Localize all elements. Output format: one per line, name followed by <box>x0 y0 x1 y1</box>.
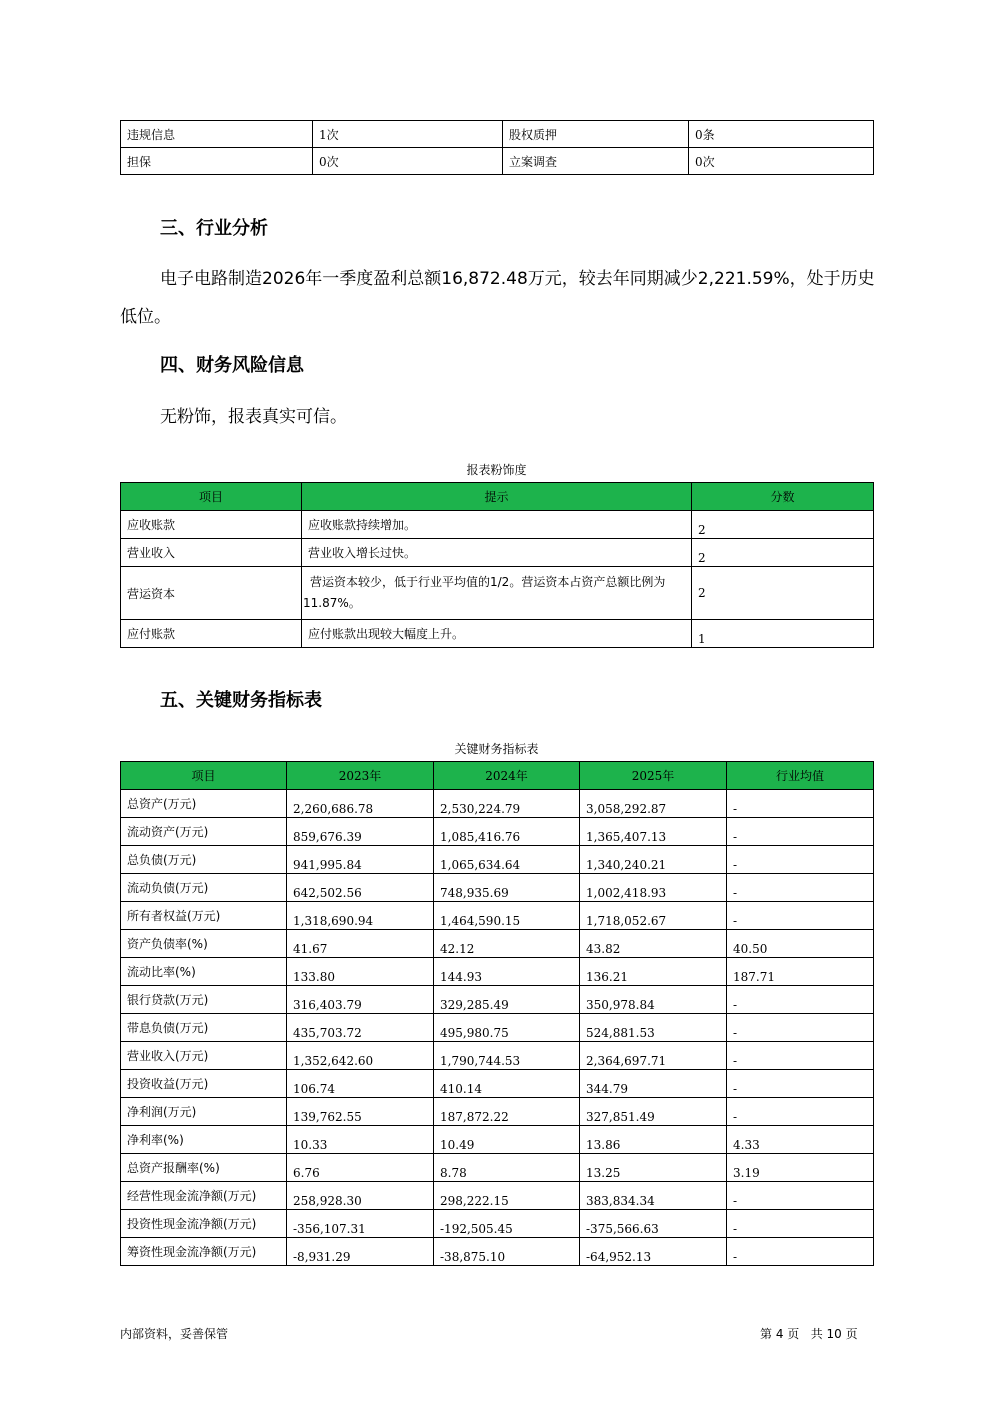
info-label: 违规信息 <box>121 121 313 148</box>
indicator-value-cell: 3.19 <box>727 1154 874 1182</box>
indicator-value-cell: 1,318,690.94 <box>287 902 434 930</box>
industry-paragraph-line1: 电子电路制造2026年一季度盈利总额16,872.48万元，较去年同期减少2,221.59%，处于历史 <box>160 269 875 289</box>
indicator-value-cell: -192,505.45 <box>434 1210 580 1238</box>
indicator-name-cell: 总资产报酬率(%) <box>121 1154 287 1182</box>
indicator-name-cell: 投资收益(万元) <box>121 1070 287 1098</box>
section-heading-key-indicators: 五、关键财务指标表 <box>160 690 322 711</box>
column-header: 提示 <box>302 483 692 511</box>
indicator-name-cell: 流动负债(万元) <box>121 874 287 902</box>
column-header: 项目 <box>121 483 302 511</box>
column-header: 行业均值 <box>727 762 874 790</box>
indicator-value-cell: 133.80 <box>287 958 434 986</box>
table-row <box>121 1238 874 1266</box>
hint-cell: 应付账款出现较大幅度上升。 <box>302 620 692 648</box>
score-cell: 1 <box>692 620 874 648</box>
indicator-name-cell: 总负债(万元) <box>121 846 287 874</box>
key-table-caption: 关键财务指标表 <box>454 742 539 756</box>
indicator-value-cell: -38,875.10 <box>434 1238 580 1266</box>
indicator-value-cell: - <box>727 1042 874 1070</box>
table-row <box>121 1098 874 1126</box>
table-row <box>121 818 874 846</box>
indicator-name-cell: 净利率(%) <box>121 1126 287 1154</box>
indicator-name-cell: 流动比率(%) <box>121 958 287 986</box>
indicator-value-cell: 10.33 <box>287 1126 434 1154</box>
indicator-value-cell: 42.12 <box>434 930 580 958</box>
hint-cell: 营业收入增长过快。 <box>302 539 692 567</box>
table-row <box>121 790 874 818</box>
indicator-value-cell: 524,881.53 <box>580 1014 727 1042</box>
indicator-value-cell: 187.71 <box>727 958 874 986</box>
indicator-name-cell: 带息负债(万元) <box>121 1014 287 1042</box>
table-row <box>121 539 874 567</box>
financial-risk-paragraph: 无粉饰，报表真实可信。 <box>160 407 347 427</box>
risk-info-table <box>120 120 874 175</box>
indicator-value-cell: - <box>727 1238 874 1266</box>
indicator-value-cell: 13.25 <box>580 1154 727 1182</box>
column-header: 2024年 <box>434 762 580 790</box>
indicator-value-cell: 136.21 <box>580 958 727 986</box>
indicator-value-cell: 383,834.34 <box>580 1182 727 1210</box>
table-row <box>121 1126 874 1154</box>
indicator-value-cell: 495,980.75 <box>434 1014 580 1042</box>
indicator-value-cell: 941,995.84 <box>287 846 434 874</box>
indicator-name-cell: 所有者权益(万元) <box>121 902 287 930</box>
indicator-value-cell: 327,851.49 <box>580 1098 727 1126</box>
indicator-value-cell: 6.76 <box>287 1154 434 1182</box>
item-cell: 营运资本 <box>121 567 302 620</box>
table-row <box>121 1154 874 1182</box>
item-cell: 应收账款 <box>121 511 302 539</box>
indicator-value-cell: - <box>727 818 874 846</box>
indicator-value-cell: 41.67 <box>287 930 434 958</box>
table-header-row <box>121 762 874 790</box>
indicator-value-cell: 139,762.55 <box>287 1098 434 1126</box>
indicator-name-cell: 净利润(万元) <box>121 1098 287 1126</box>
table-row <box>121 567 874 620</box>
indicator-name-cell: 投资性现金流净额(万元) <box>121 1210 287 1238</box>
whitewash-table <box>120 482 874 648</box>
indicator-value-cell: 2,530,224.79 <box>434 790 580 818</box>
table-row <box>121 986 874 1014</box>
column-header: 2025年 <box>580 762 727 790</box>
key-table-body <box>121 790 874 1266</box>
column-header: 项目 <box>121 762 287 790</box>
table-row <box>121 148 874 175</box>
indicator-value-cell: 3,058,292.87 <box>580 790 727 818</box>
indicator-value-cell: 2,260,686.78 <box>287 790 434 818</box>
indicator-value-cell: 316,403.79 <box>287 986 434 1014</box>
score-cell: 2 <box>692 567 874 620</box>
indicator-value-cell: -356,107.31 <box>287 1210 434 1238</box>
info-label: 立案调查 <box>503 148 689 175</box>
indicator-value-cell: - <box>727 902 874 930</box>
table-header-row <box>121 483 874 511</box>
indicator-value-cell: 350,978.84 <box>580 986 727 1014</box>
table-row <box>121 1042 874 1070</box>
indicator-value-cell: 40.50 <box>727 930 874 958</box>
indicator-value-cell: 410.14 <box>434 1070 580 1098</box>
indicator-name-cell: 营业收入(万元) <box>121 1042 287 1070</box>
footer-page-number: 第 4 页 共 10 页 <box>760 1327 858 1341</box>
indicator-value-cell: 10.49 <box>434 1126 580 1154</box>
indicator-value-cell: 2,364,697.71 <box>580 1042 727 1070</box>
indicator-name-cell: 流动资产(万元) <box>121 818 287 846</box>
indicator-value-cell: -64,952.13 <box>580 1238 727 1266</box>
industry-paragraph-line2: 低位。 <box>120 307 171 327</box>
score-cell: 2 <box>692 511 874 539</box>
indicator-value-cell: 1,718,052.67 <box>580 902 727 930</box>
indicator-name-cell: 银行贷款(万元) <box>121 986 287 1014</box>
info-label: 担保 <box>121 148 313 175</box>
indicator-value-cell: 435,703.72 <box>287 1014 434 1042</box>
table-row <box>121 902 874 930</box>
indicator-value-cell: 106.74 <box>287 1070 434 1098</box>
indicator-value-cell: 258,928.30 <box>287 1182 434 1210</box>
indicator-value-cell: - <box>727 1014 874 1042</box>
footer-confidential-note: 内部资料，妥善保管 <box>120 1327 229 1341</box>
indicator-value-cell: 1,790,744.53 <box>434 1042 580 1070</box>
indicator-value-cell: 298,222.15 <box>434 1182 580 1210</box>
indicator-value-cell: - <box>727 1070 874 1098</box>
table-row <box>121 1014 874 1042</box>
hint-cell: 应收账款持续增加。 <box>302 511 692 539</box>
table-row <box>121 846 874 874</box>
whitewash-table-caption: 报表粉饰度 <box>466 463 527 477</box>
indicator-value-cell: 1,065,634.64 <box>434 846 580 874</box>
info-value: 0次 <box>689 148 874 175</box>
indicator-value-cell: 1,340,240.21 <box>580 846 727 874</box>
indicator-value-cell: - <box>727 1182 874 1210</box>
indicator-name-cell: 筹资性现金流净额(万元) <box>121 1238 287 1266</box>
indicator-value-cell: 1,352,642.60 <box>287 1042 434 1070</box>
indicator-value-cell: 344.79 <box>580 1070 727 1098</box>
indicator-value-cell: 8.78 <box>434 1154 580 1182</box>
indicator-value-cell: 1,085,416.76 <box>434 818 580 846</box>
item-cell: 营业收入 <box>121 539 302 567</box>
indicator-value-cell: 13.86 <box>580 1126 727 1154</box>
indicator-name-cell: 经营性现金流净额(万元) <box>121 1182 287 1210</box>
section-heading-industry-analysis: 三、行业分析 <box>160 218 268 239</box>
table-row <box>121 620 874 648</box>
indicator-value-cell: 1,365,407.13 <box>580 818 727 846</box>
indicator-value-cell: - <box>727 874 874 902</box>
indicator-value-cell: 859,676.39 <box>287 818 434 846</box>
table-row <box>121 1182 874 1210</box>
info-value: 1次 <box>313 121 503 148</box>
table-row <box>121 874 874 902</box>
indicator-value-cell: -375,566.63 <box>580 1210 727 1238</box>
indicator-value-cell: 642,502.56 <box>287 874 434 902</box>
score-cell: 2 <box>692 539 874 567</box>
table-row <box>121 121 874 148</box>
section-heading-financial-risk: 四、财务风险信息 <box>160 355 304 376</box>
column-header: 分数 <box>692 483 874 511</box>
indicator-value-cell: 43.82 <box>580 930 727 958</box>
indicator-value-cell: 187,872.22 <box>434 1098 580 1126</box>
indicator-value-cell: 1,464,590.15 <box>434 902 580 930</box>
indicator-value-cell: 4.33 <box>727 1126 874 1154</box>
indicator-value-cell: 144.93 <box>434 958 580 986</box>
indicator-value-cell: - <box>727 1098 874 1126</box>
indicator-value-cell: - <box>727 846 874 874</box>
info-label: 股权质押 <box>503 121 689 148</box>
key-financial-table <box>120 761 874 1266</box>
table-row <box>121 958 874 986</box>
indicator-name-cell: 资产负债率(%) <box>121 930 287 958</box>
indicator-value-cell: 1,002,418.93 <box>580 874 727 902</box>
indicator-value-cell: - <box>727 986 874 1014</box>
indicator-value-cell: 329,285.49 <box>434 986 580 1014</box>
indicator-value-cell: - <box>727 790 874 818</box>
table-row <box>121 511 874 539</box>
table-row <box>121 1210 874 1238</box>
info-value: 0次 <box>313 148 503 175</box>
item-cell: 应付账款 <box>121 620 302 648</box>
table-row <box>121 930 874 958</box>
indicator-value-cell: -8,931.29 <box>287 1238 434 1266</box>
column-header: 2023年 <box>287 762 434 790</box>
indicator-value-cell: 748,935.69 <box>434 874 580 902</box>
info-value: 0条 <box>689 121 874 148</box>
indicator-name-cell: 总资产(万元) <box>121 790 287 818</box>
indicator-value-cell: - <box>727 1210 874 1238</box>
table-row <box>121 1070 874 1098</box>
hint-cell: 营运资本较少，低于行业平均值的1/2。营运资本占资产总额比例为11.87%。 <box>302 567 692 620</box>
